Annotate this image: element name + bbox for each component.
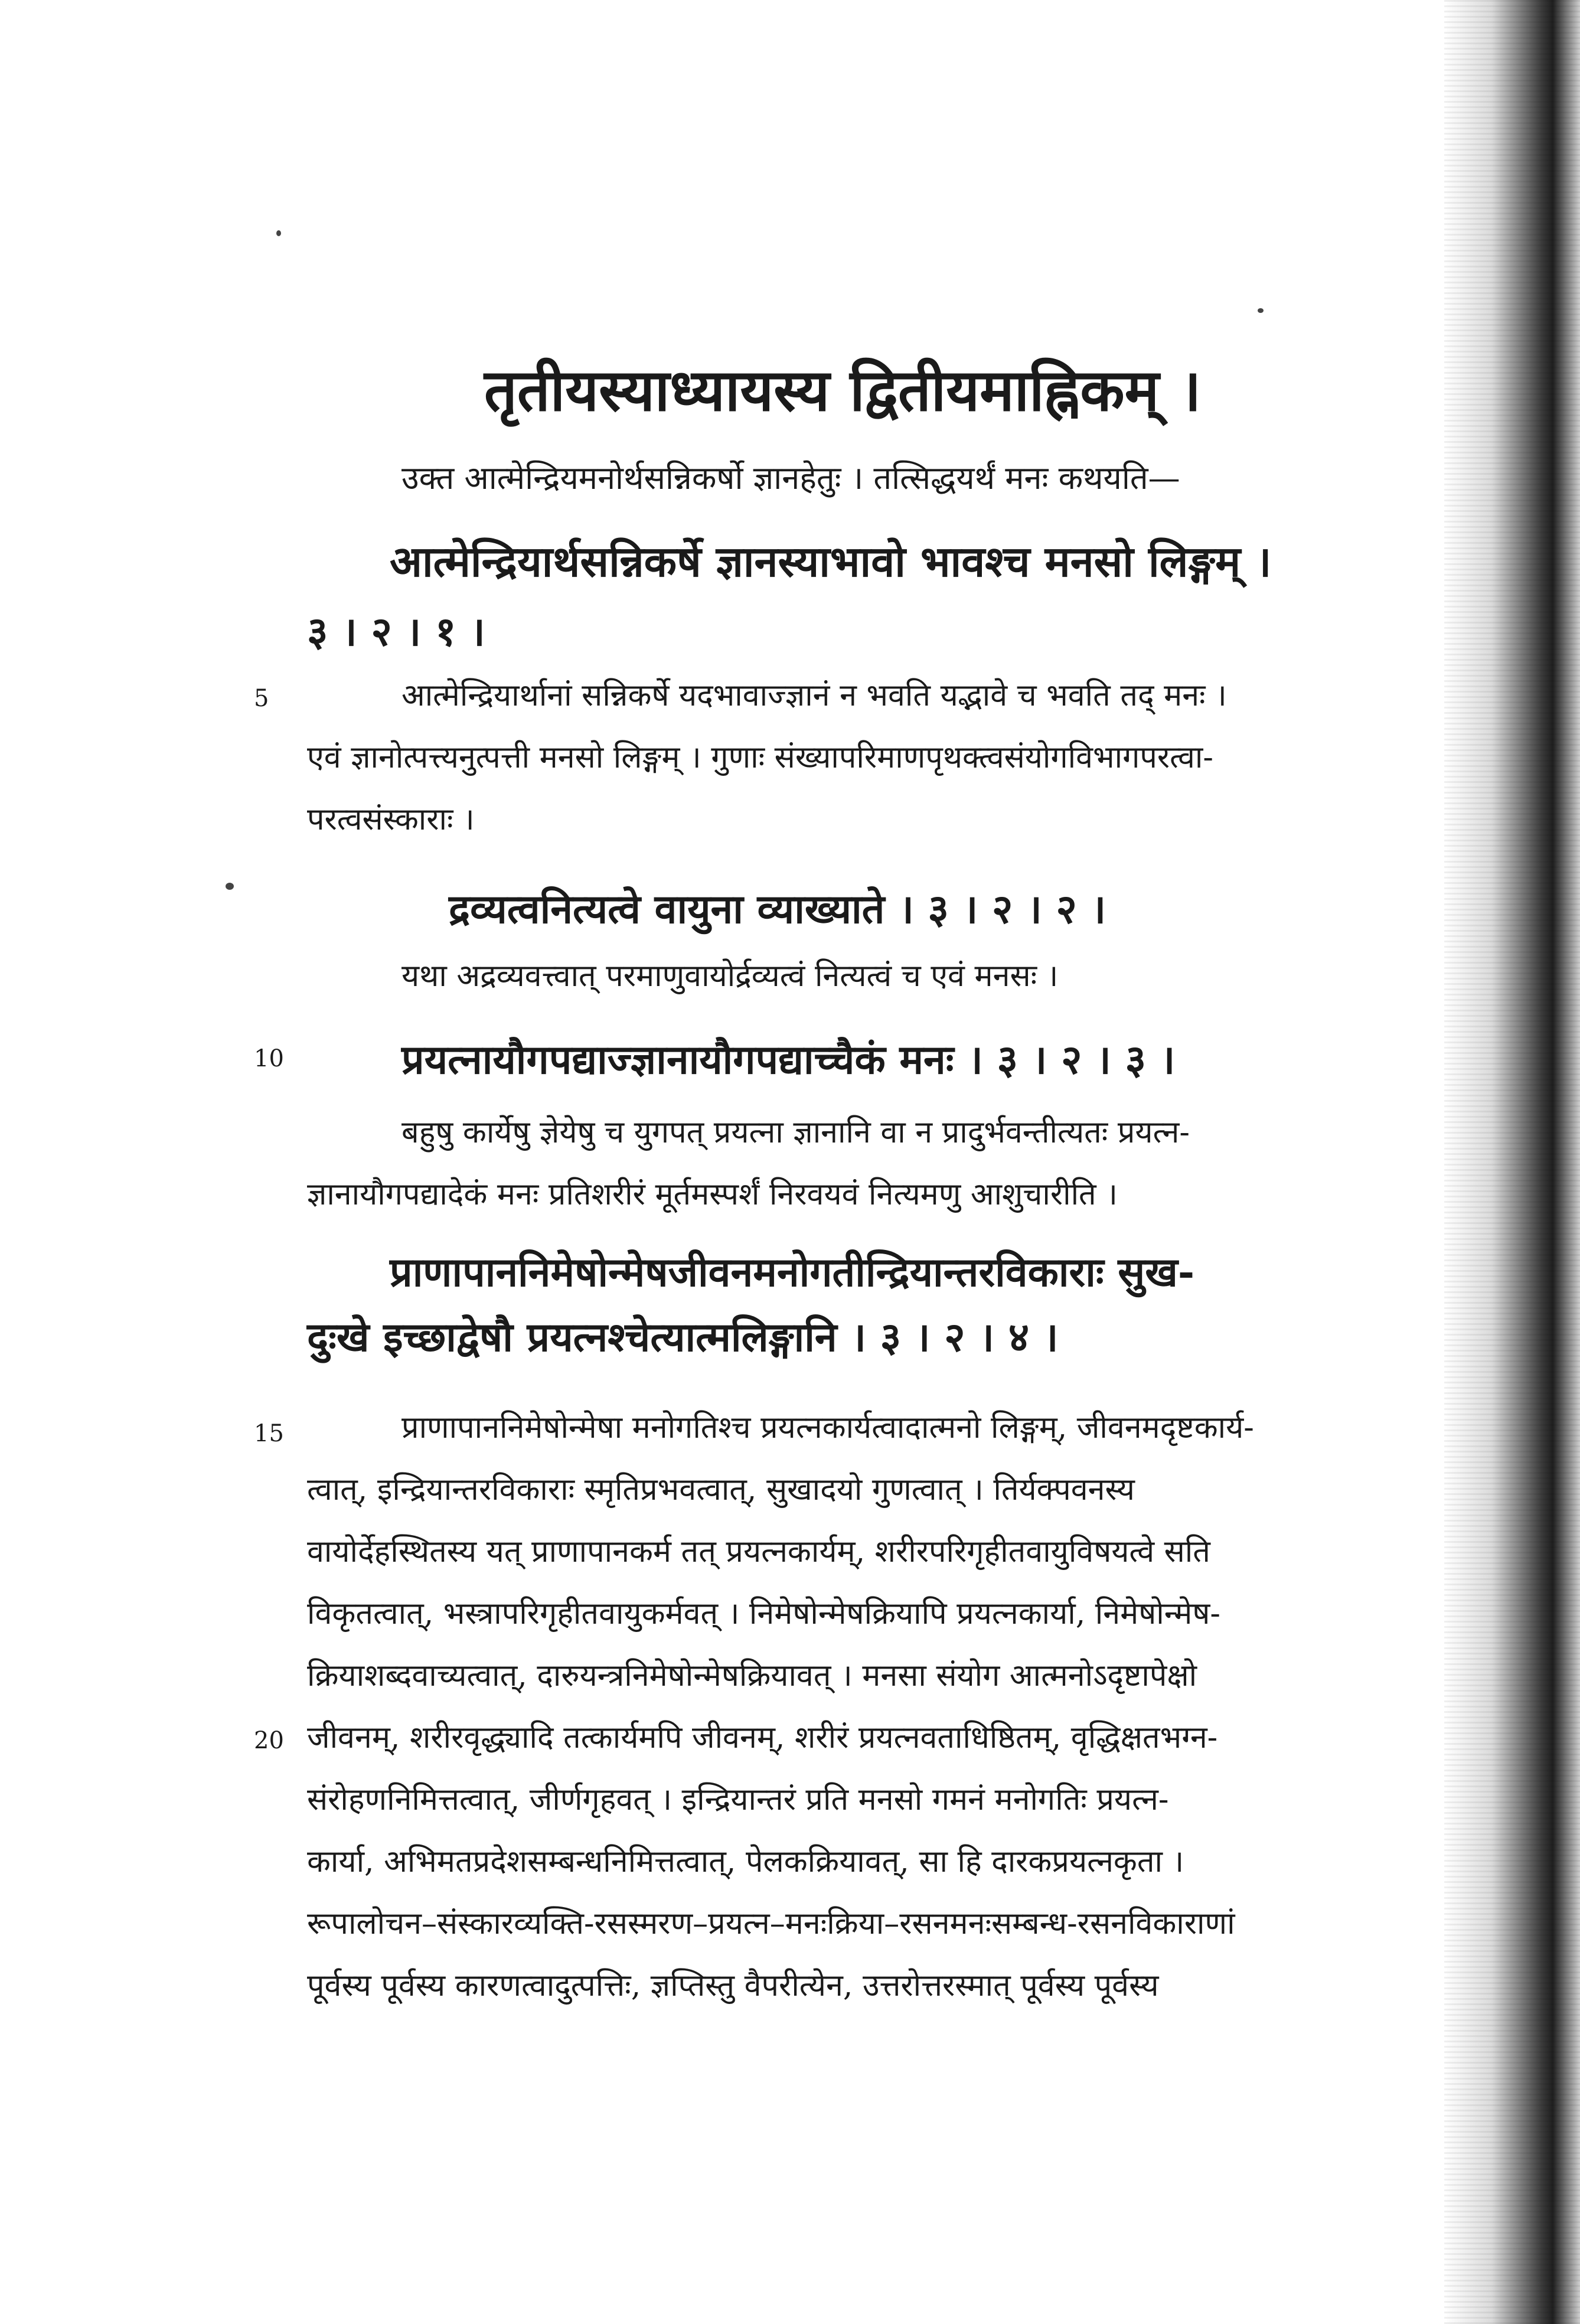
sutra-line: प्राणापाननिमेषोन्मेषजीवनमनोगतीन्द्रियान्तरविकाराः सुख- [390,1249,1195,1296]
commentary-line: परत्वसंस्काराः । [307,802,475,837]
sutra-line: दुःखे इच्छाद्वेषौ प्रयत्नश्चेत्यात्मलिङ्गानि । ३ । २ । ४ । [307,1314,1059,1361]
commentary-line: क्रियाशब्दवाच्यत्वात्, दारुयन्त्रनिमेषोन्मेषक्रियावत् । मनसा संयोग आत्मनोऽदृष्टापेक्षो [307,1658,1197,1693]
commentary-line: जीवनम्, शरीरवृद्ध्यादि तत्कार्यमपि जीवनम्, शरीरं प्रयत्नवताधिष्ठितम्, वृद्धिक्षतभग्न- [307,1720,1218,1755]
commentary-line: कार्या, अभिमतप्रदेशसम्बन्धनिमित्तत्वात्, पेलकक्रियावत्, सा हि दारकप्रयत्नकृता । [307,1844,1184,1879]
commentary-line: रूपालोचन–संस्कारव्यक्ति-रसस्मरण–प्रयत्न–मनःक्रिया–रसनमनःसम्बन्ध-रसनविकाराणां [307,1906,1235,1941]
commentary-line: एवं ज्ञानोत्पत्त्यनुत्पत्ती मनसो लिङ्गम् । गुणाः संख्यापरिमाणपृथक्त्वसंयोगविभागपरत्वा- [307,740,1213,775]
chapter-heading: तृतीयस्याध्यायस्य द्वितीयमाह्निकम् । [484,357,1202,425]
sutra-line: प्रयत्नायौगपद्याज्ज्ञानायौगपद्याच्चैकं मनः । ३ । २ । ३ । [401,1036,1176,1083]
scan-speck [276,230,281,236]
scan-speck [1258,308,1264,313]
line-number: 15 [254,1420,284,1447]
commentary-line: बहुषु कार्येषु ज्ञेयेषु च युगपत् प्रयत्ना ज्ञानानि वा न प्रादुर्भवन्तीत्यतः प्रयत्न- [401,1115,1190,1150]
line-number: 5 [254,685,269,712]
commentary-line: आत्मेन्द्रियार्थानां सन्निकर्षे यदभावाज्ज्ञानं न भवति यद्भावे च भवति तद् मनः । [401,678,1227,713]
commentary-line: ज्ञानायौगपद्यादेकं मनः प्रतिशरीरं मूर्तमस्पर्शं निरवयवं नित्यमणु आशुचारीति । [307,1177,1118,1212]
scan-speck [226,883,234,890]
commentary-line: पूर्वस्य पूर्वस्य कारणत्वादुत्पत्तिः, ज्ञप्तिस्तु वैपरीत्येन, उत्तरोत्तरस्मात् पूर्वस्य पूर्वस्य [307,1968,1159,2003]
commentary-line: विकृतत्वात्, भस्त्रापरिगृहीतवायुकर्मवत् । निमेषोन्मेषक्रियापि प्रयत्नकार्या, निमेषोन्मेष- [307,1596,1221,1631]
intro-line: उक्त आत्मेन्द्रियमनोर्थसन्निकर्षो ज्ञानहेतुः । तत्सिद्धयर्थं मनः कथयति— [401,459,1180,497]
line-number: 20 [254,1727,284,1754]
sutra-line: आत्मेन्द्रियार्थसन्निकर्षे ज्ञानस्याभावो भावश्च मनसो लिङ्गम् । [390,536,1272,586]
sutra-number: ३ । २ । १ । [307,608,485,655]
commentary-line: त्वात्, इन्द्रियान्तरविकाराः स्मृतिप्रभवत्वात्, सुखादयो गुणत्वात् । तिर्यक्पवनस्य [307,1472,1135,1507]
commentary-line: संरोहणनिमित्तत्वात्, जीर्णगृहवत् । इन्द्रियान्तरं प्रति मनसो गमनं मनोगतिः प्रयत्न- [307,1782,1169,1817]
commentary-line: वायोर्देहस्थितस्य यत् प्राणापानकर्म तत् प्रयत्नकार्यम्, शरीरपरिगृहीतवायुविषयत्वे सति [307,1534,1210,1569]
sutra-line: द्रव्यत्वनित्यत्वे वायुना व्याख्याते । ३ । २ । २ । [449,886,1106,933]
line-number: 10 [254,1045,284,1072]
commentary-line: प्राणापाननिमेषोन्मेषा मनोगतिश्च प्रयत्नकार्यत्वादात्मनो लिङ्गम्, जीवनमदृष्टकार्य- [401,1410,1254,1445]
page-edge-shadow [1444,0,1580,2324]
commentary-line: यथा अद्रव्यवत्त्वात् परमाणुवायोर्द्रव्यत्वं नित्यत्वं च एवं मनसः । [401,958,1059,994]
